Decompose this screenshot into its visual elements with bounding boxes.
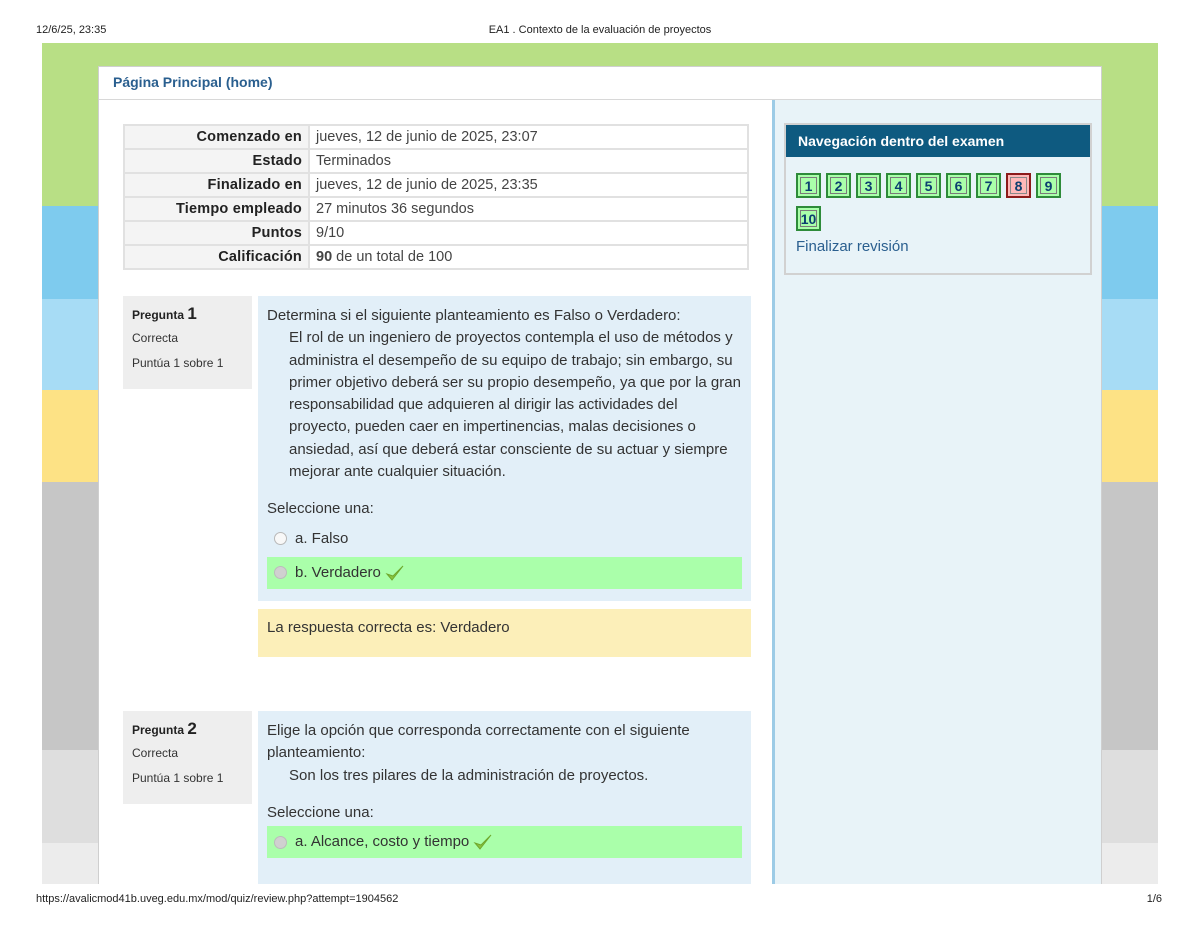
print-date: 12/6/25, 23:35 <box>36 24 107 36</box>
summary-row <box>124 149 748 173</box>
summary-label: Finalizado en <box>124 173 309 197</box>
question-state: Correcta <box>132 746 179 760</box>
question-nav-buttons <box>796 173 1081 239</box>
summary-value: jueves, 12 de junio de 2025, 23:35 <box>309 173 748 197</box>
summary-value: 9/10 <box>309 221 748 245</box>
answer-prompt: Seleccione una: <box>267 500 374 518</box>
radio-selected[interactable] <box>274 566 287 579</box>
summary-label: Comenzado en <box>124 125 309 149</box>
answer-label: b. Verdadero <box>295 563 381 581</box>
question-nav-button-5[interactable]: 5 <box>916 173 941 198</box>
right-answer: La respuesta correcta es: Verdadero <box>267 618 510 636</box>
summary-value: Terminados <box>309 149 748 173</box>
question-nav-button-1[interactable]: 1 <box>796 173 821 198</box>
answer-label: a. Alcance, costo y tiempo <box>295 833 470 851</box>
radio-unselected[interactable] <box>274 532 287 545</box>
answer-prompt: Seleccione una: <box>267 803 374 821</box>
summary-value: 27 minutos 36 segundos <box>309 197 748 221</box>
question-content <box>258 296 751 657</box>
question-nav-button-4[interactable]: 4 <box>886 173 911 198</box>
print-page-number: 1/6 <box>1146 893 1162 905</box>
question-grade: Puntúa 1 sobre 1 <box>132 771 224 785</box>
question-nav-button-3[interactable]: 3 <box>856 173 881 198</box>
summary-row <box>124 197 748 221</box>
navbar <box>99 67 1101 100</box>
question-formulation <box>258 711 751 884</box>
question-text-body: Son los tres pilares de la administración de proyectos. <box>289 766 649 784</box>
answer-option-b[interactable] <box>267 557 742 589</box>
summary-label: Estado <box>124 149 309 173</box>
question-formulation <box>258 296 751 601</box>
question-text-intro: Determina si el siguiente planteamiento es Falso o Verdadero: <box>267 307 681 324</box>
answer-option-a[interactable] <box>267 826 742 858</box>
summary-label: Calificación <box>124 245 309 269</box>
question-nav-button-6[interactable]: 6 <box>946 173 971 198</box>
grade-total: de un total de 100 <box>332 249 453 265</box>
home-link[interactable]: Página Principal (home) <box>113 74 273 90</box>
question-content <box>258 711 751 884</box>
answer-label: a. Falso <box>295 529 349 547</box>
summary-value <box>309 245 748 269</box>
question-text-body: El rol de un ingeniero de proyectos contempla el uso de métodos y administra el desempeño de su equipo de trabajo; sin embargo, su primer objetivo deberá ser su propio desempeño, ya que por la gran responsabilidad que adquieren al dirigir las actividades del proyecto, pueden caer en impertinencias, malas decisiones o ansiedad, así que deberá estar consciente de su actuar y siempre mejorar ante cualquier situación. <box>289 329 741 481</box>
quiz-navigation-block <box>784 123 1092 275</box>
finish-review-link[interactable]: Finalizar revisión <box>796 238 909 255</box>
attempt-summary-table <box>123 124 749 270</box>
check-icon <box>385 563 405 583</box>
question-text-intro: Elige la opción que corresponda correctamente con el siguiente planteamiento: <box>267 722 690 762</box>
print-header <box>0 24 1200 38</box>
radio-selected[interactable] <box>274 836 287 849</box>
page-card <box>98 66 1102 884</box>
print-title: EA1 . Contexto de la evaluación de proyectos <box>488 24 712 36</box>
question-nav-button-9[interactable]: 9 <box>1036 173 1061 198</box>
question-nav-button-2[interactable]: 2 <box>826 173 851 198</box>
question-number: 2 <box>187 719 197 738</box>
sidebar <box>772 100 1101 884</box>
question-state: Correcta <box>132 331 179 345</box>
summary-row <box>124 173 748 197</box>
summary-row <box>124 125 748 149</box>
summary-value: jueves, 12 de junio de 2025, 23:07 <box>309 125 748 149</box>
summary-row <box>124 221 748 245</box>
question-nav-button-8[interactable]: 8 <box>1006 173 1031 198</box>
question-label: Pregunta <box>132 308 185 322</box>
question-grade: Puntúa 1 sobre 1 <box>132 356 224 370</box>
question-nav-button-7[interactable]: 7 <box>976 173 1001 198</box>
print-url: https://avalicmod41b.uveg.edu.mx/mod/quiz/review.php?attempt=1904562 <box>36 893 399 905</box>
print-footer <box>0 893 1200 907</box>
summary-label: Puntos <box>124 221 309 245</box>
check-icon <box>473 832 493 852</box>
grade-value: 90 <box>316 249 333 265</box>
quiz-review-main <box>99 100 772 884</box>
answer-option-a[interactable] <box>267 523 742 555</box>
summary-label: Tiempo empleado <box>124 197 309 221</box>
question-number: 1 <box>187 304 197 323</box>
question-label: Pregunta <box>132 723 185 737</box>
quiz-navigation-title: Navegación dentro del examen <box>786 125 1090 157</box>
question-info <box>123 711 252 804</box>
question-info <box>123 296 252 389</box>
summary-row <box>124 245 748 269</box>
question-feedback <box>258 609 751 657</box>
question-nav-button-10[interactable]: 10 <box>796 206 821 231</box>
